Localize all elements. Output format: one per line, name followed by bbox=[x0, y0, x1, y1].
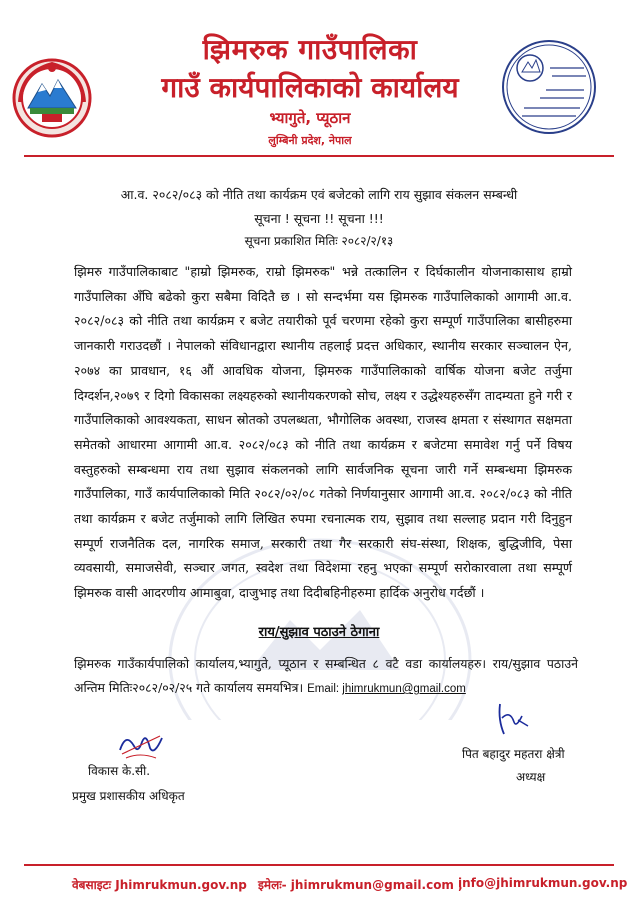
footer-divider bbox=[24, 864, 614, 866]
footer-email-2 bbox=[458, 876, 627, 890]
footer-email-link-1[interactable]: jhimrukmun@gmail.com , bbox=[290, 878, 463, 892]
footer-email-link-2[interactable]: info@jhimrukmun.gov.np bbox=[458, 876, 628, 890]
municipality-title: झिमरुक गाउँपालिका bbox=[202, 33, 418, 66]
footer-website-link[interactable]: Jhimrukmun.gov.np bbox=[115, 878, 247, 892]
province-line: लुम्बिनी प्रदेश, नेपाल bbox=[268, 134, 352, 147]
notice-heading: सूचना ! सूचना !! सूचना !!! bbox=[254, 211, 384, 226]
footer-email bbox=[258, 876, 463, 893]
footer-website bbox=[72, 876, 247, 893]
nepal-emblem-icon bbox=[12, 58, 92, 138]
notice-subject: आ.व. २०८२/०८३ को नीति तथा कार्यक्रम एवं बजेटको लागि राय सुझाव संकलन सम्बन्धी bbox=[120, 187, 518, 202]
signatory-right-title: अध्यक्ष bbox=[516, 770, 546, 784]
address-text: झिमरुक गाउँकार्यपालिको कार्यालय,भ्यागुते, प्यूठान र सम्बन्धित ८ वटै वडा कार्यालयहरु। राय/सुझाव पठाउने अन्तिम मितिः२०८२/०२/२५ गते कार्यालय समयभित्र। bbox=[74, 656, 578, 695]
address-heading-text: राय/सुझाव पठाउने ठेगाना bbox=[258, 625, 380, 640]
header-divider bbox=[24, 155, 614, 157]
signatory-left-name: विकास के.सी. bbox=[88, 764, 151, 778]
signatory-left-title: प्रमुख प्रशासकीय अधिकृत bbox=[72, 789, 185, 803]
published-date: सूचना प्रकाशित मितिः २०८२/२/१३ bbox=[244, 234, 394, 248]
office-title: गाउँ कार्यपालिकाको कार्यालय bbox=[161, 71, 459, 104]
address-heading bbox=[0, 622, 638, 640]
left-signature-icon bbox=[116, 724, 166, 764]
address-email-link[interactable]: jhimrukmun@gmail.com bbox=[342, 683, 466, 695]
address-email-label: Email: bbox=[307, 683, 340, 695]
footer-website-label: वेबसाइटः bbox=[72, 878, 112, 892]
notice-body: झिमरु गाउँपालिकाबाट "हाम्रो झिमरुक, राम्रो झिमरुक" भन्ने तत्कालिन र दिर्घकालीन योजनाकासाथ हाम्रो गाउँपालिका अँघि बढेको कुरा सबैमा विदितै छ । सो सन्दर्भमा यस झिमरुक गाउँपालिकाको आगामी आ.व. २०८२/०८३ को नीति तथा कार्यक्रम र बजेट तयारीको पूर्व चरणमा रहेको कुरा सम्पूर्ण गाउँपालिका बासीहरुमा जानकारी गराउदछौं । नेपालको संविधानद्वारा स्थानीय तहलाई प्रदत्त अधिकार, स्थानीय सरकार सञ्चालन ऐन, २०७४ का प्रावधान, १६ औं आवधिक योजना, झिमरुक गाउँपालिकाको वार्षिक योजना बजेट तर्जुमा दिग्दर्शन,२०७९ र दिगो विकासका लक्ष्यहरुको स्थानीयकरणको सोच, लक्ष्य र उद्धेश्यहरुसँग तादम्यता हुने गरी र गाउँपालिकाको आवश्यकता, साधन स्रोतको उपलब्धता, भौगोलिक अवस्था, राजस्व क्षमता र संस्थागत सक्षमता समेतको आधारमा आगामी आ.व. २०८२/०८३ को नीति तथा कार्यक्रम र बजेटमा समावेश गर्नु पर्ने विषय वस्तुहरुको सम्बन्धमा राय तथा सुझाव संकलनको लागि सार्वजनिक सूचना जारी गर्ने सम्बन्धमा झिमरुक गाउँपालिका, गाउँ कार्यपालिकाको मिति २०८२/०२/०८ गतेको निर्णयानुसार आगामी आ.व. २०८२/०८३ को नीति तथा कार्यक्रम र बजेट तर्जुमाको लागि लिखित रुपमा रचनात्मक राय, सुझाव तथा सल्लाह प्रदान गरी दिनुहुन सम्पूर्ण राजनैतिक दल, नागरिक समाज, सरकारी तथा गैर सरकारी संघ-संस्था, शिक्षक, बुद्धिजीवि, पेसा व्यवसायी, समाजसेवी, सञ्चार जगत, स्वदेश तथा विदेशमा रहनु भएका सम्पूर्ण सरोकारवाला तथा सम्पूर्ण झिमरुक वासी आदरणीय आमाबुवा, दाजुभाइ तथा दिदीबहिनीहरुमा हार्दिक अनुरोध गर्दछौं । bbox=[74, 264, 572, 601]
right-signature-icon bbox=[492, 700, 532, 740]
address-text-block bbox=[74, 652, 578, 701]
address-email bbox=[307, 683, 466, 695]
footer-email-label: इमेलः- bbox=[258, 878, 287, 892]
signatory-right-name: पित बहादुर महतरा क्षेत्री bbox=[462, 747, 565, 761]
office-location: भ्यागुते, प्यूठान bbox=[269, 109, 351, 127]
